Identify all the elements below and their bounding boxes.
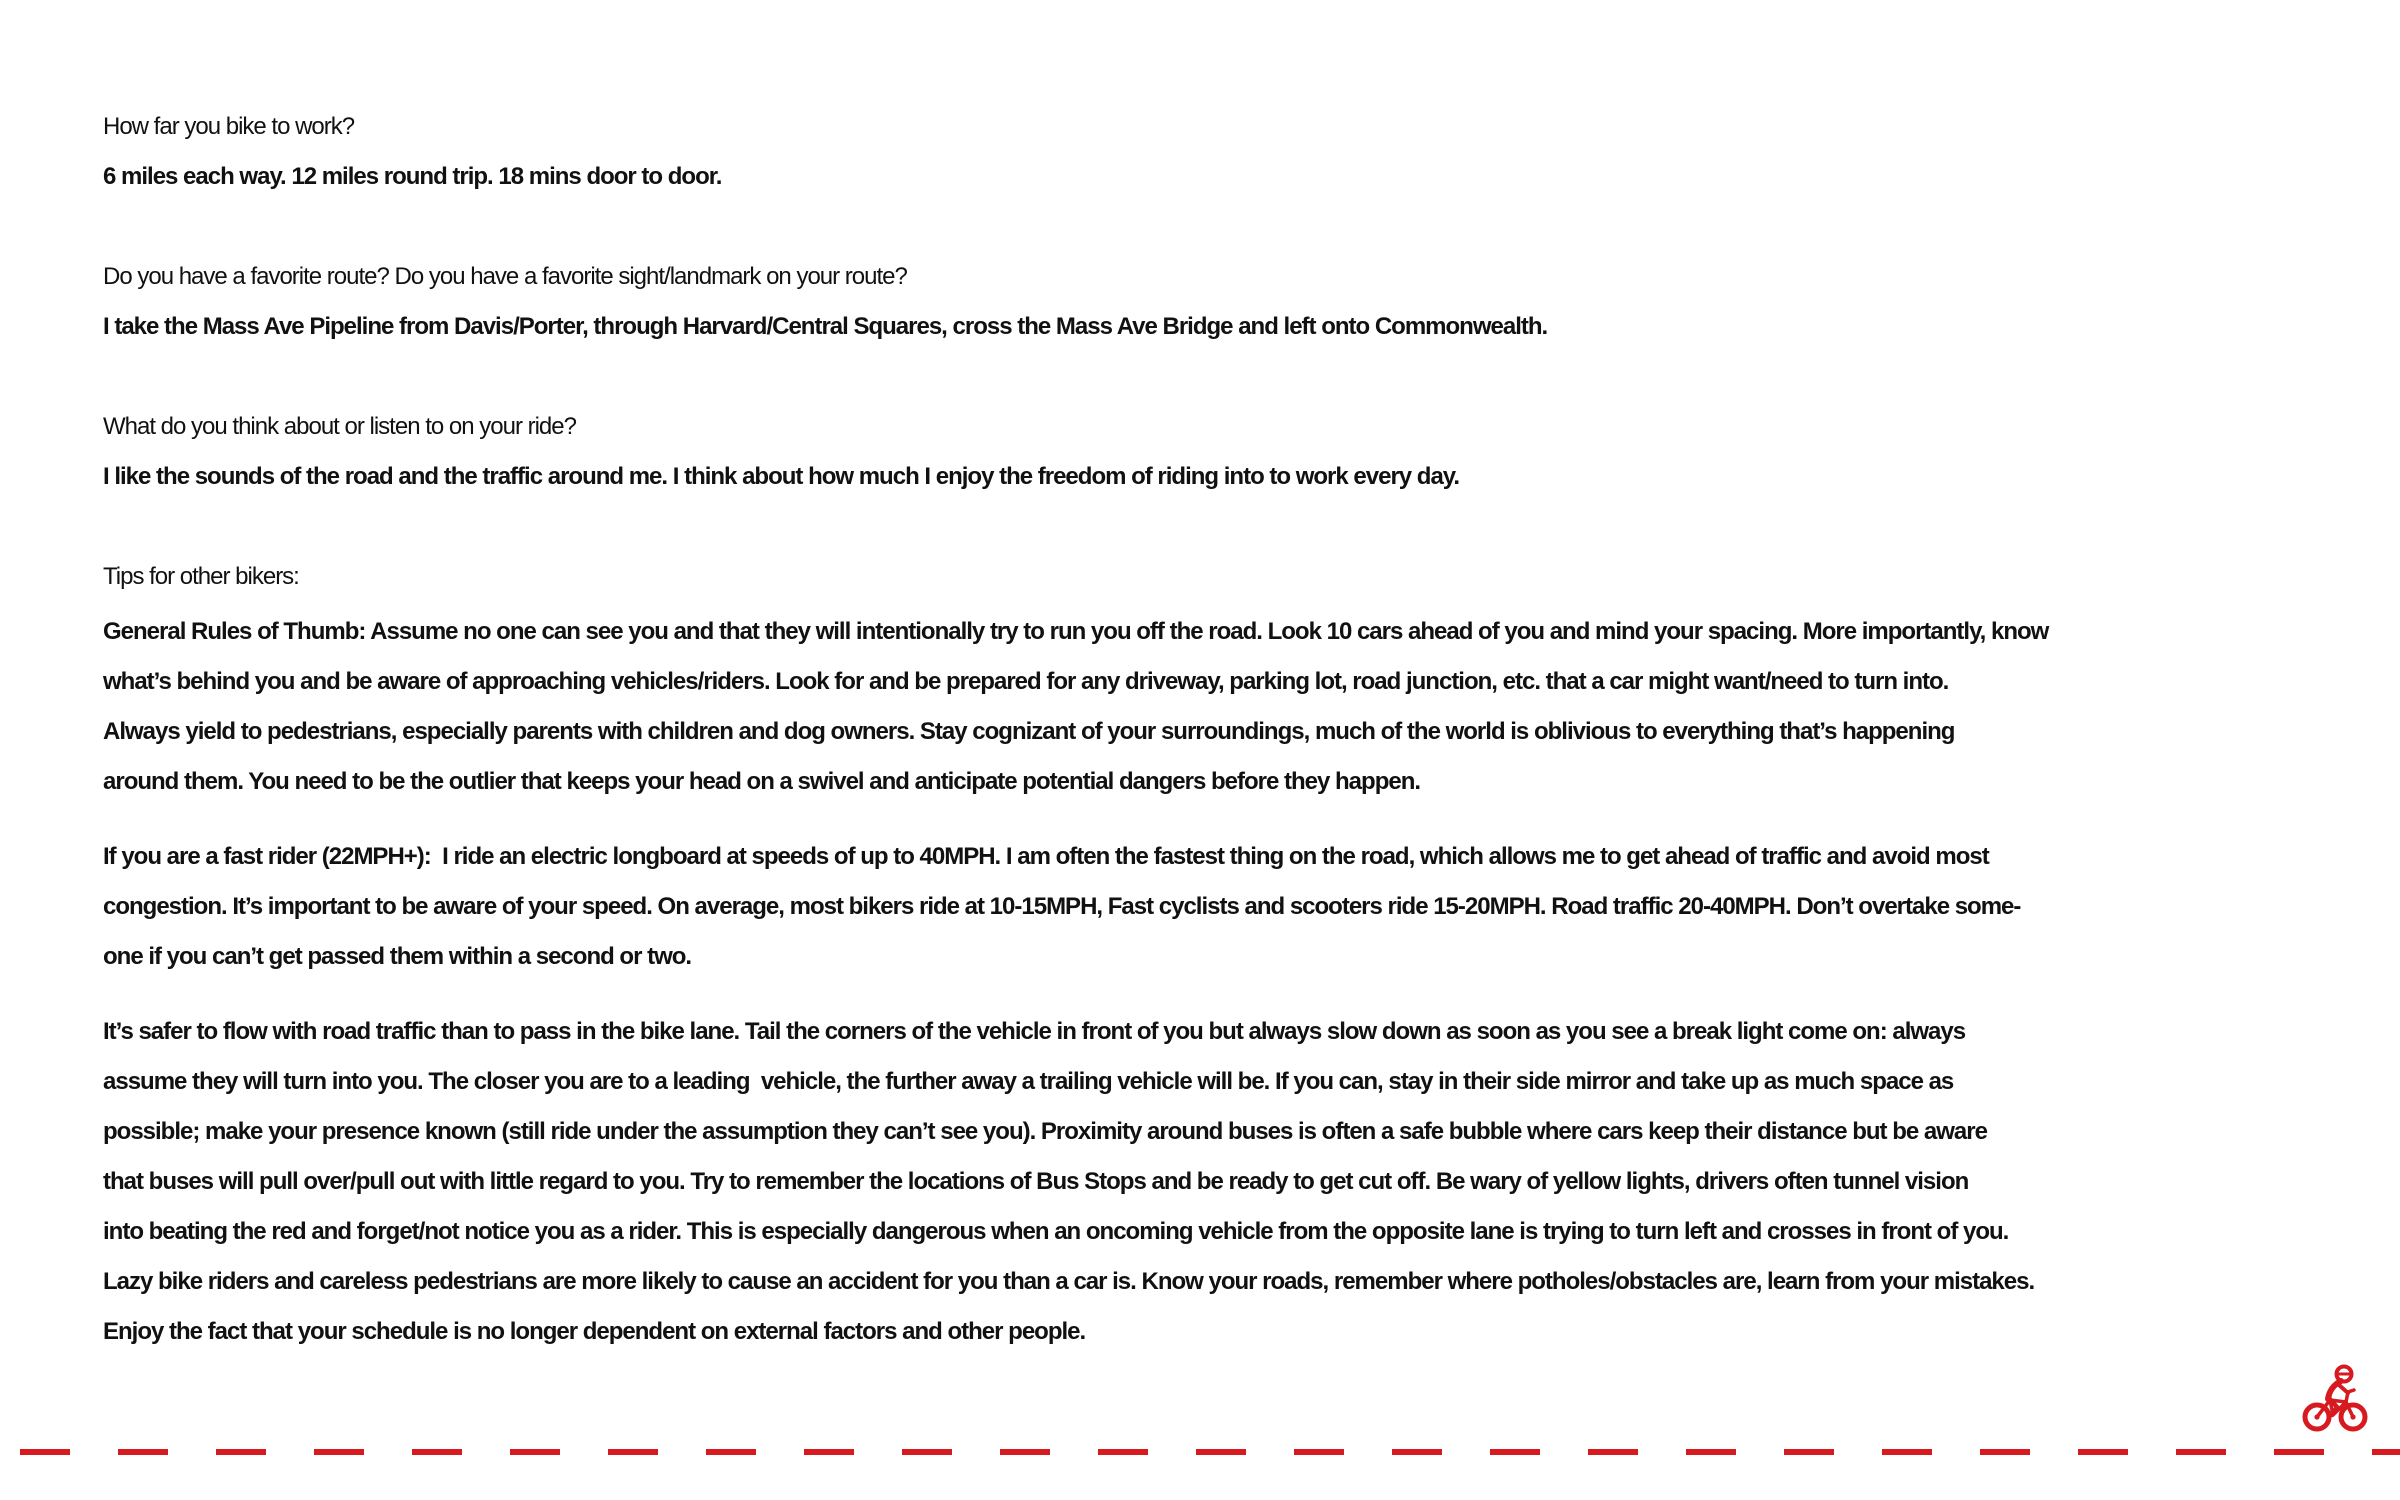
answer-route: I take the Mass Ave Pipeline from Davis/Porter, through Harvard/Central Squares, cross the Mass Ave Bridge and left onto Commonwealth. [103,313,1548,340]
interview-content [103,102,2400,1357]
tips-line: congestion. It’s important to be aware of your speed. On average, most bikers ride at 10-15MPH, Fast cyclists and scooters ride 15-20MPH. Road traffic 20-40MPH. Don’t overtake some- [103,893,2021,920]
tips-heading: Tips for other bikers: [103,563,299,590]
tips-line: It’s safer to flow with road traffic than to pass in the bike lane. Tail the corners of the vehicle in front of you but always slow down as soon as you see a break light come on: always [103,1018,1966,1045]
tips-line: possible; make your presence known (still ride under the assumption they can’t see you). Proximity around buses is often a safe bubble where cars keep their distance but be aware [103,1118,1987,1145]
qa-block-thoughts [103,402,2400,502]
tips-line: that buses will pull over/pull out with little regard to you. Try to remember the locations of Bus Stops and be ready to get cut off. Be wary of yellow lights, drivers often tunnel vision [103,1168,1969,1195]
tips-paragraph-road-traffic [103,1007,2400,1357]
tips-line: General Rules of Thumb: Assume no one can see you and that they will intentionally try to run you off the road. Look 10 cars ahead of you and mind your spacing. More importantly, know [103,618,2049,645]
tips-paragraph-general-rules [103,607,2400,807]
question-distance: How far you bike to work? [103,113,355,140]
tips-line: Always yield to pedestrians, especially parents with children and dog owners. Stay cognizant of your surroundings, much of the world is oblivious to everything that’s happening [103,718,1955,745]
tips-paragraph-fast-rider [103,832,2400,982]
answer-thoughts: I like the sounds of the road and the traffic around me. I think about how much I enjoy the freedom of riding into to work every day. [103,463,1460,490]
tips-line: around them. You need to be the outlier that keeps your head on a swivel and anticipate potential dangers before they happen. [103,768,1421,795]
tips-line: one if you can’t get passed them within a second or two. [103,943,692,970]
qa-block-distance [103,102,2400,202]
tips-section [103,552,2400,1357]
tips-line: If you are a fast rider (22MPH+): I ride an electric longboard at speeds of up to 40MPH. I am often the fastest thing on the road, which allows me to get ahead of traffic and avoid most [103,843,1989,870]
tips-line: into beating the red and forget/not notice you as a rider. This is especially dangerous when an oncoming vehicle from the opposite lane is trying to turn left and crosses in front of you. [103,1218,2009,1245]
question-route: Do you have a favorite route? Do you have a favorite sight/landmark on your route? [103,263,907,290]
answer-distance: 6 miles each way. 12 miles round trip. 18 mins door to door. [103,163,722,190]
cyclist-icon [2302,1362,2368,1434]
question-thoughts: What do you think about or listen to on your ride? [103,413,576,440]
tips-line: Enjoy the fact that your schedule is no longer dependent on external factors and other people. [103,1318,1086,1345]
tips-line: assume they will turn into you. The closer you are to a leading vehicle, the further away a trailing vehicle will be. If you can, stay in their side mirror and take up as much space as [103,1068,1954,1095]
tips-line: what’s behind you and be aware of approaching vehicles/riders. Look for and be prepared for any driveway, parking lot, road junction, etc. that a car might want/need to turn into. [103,668,1949,695]
qa-block-route [103,252,2400,352]
dashed-divider [20,1449,2400,1455]
tips-line: Lazy bike riders and careless pedestrians are more likely to cause an accident for you than a car is. Know your roads, remember where potholes/obstacles are, learn from your mistakes. [103,1268,2035,1295]
